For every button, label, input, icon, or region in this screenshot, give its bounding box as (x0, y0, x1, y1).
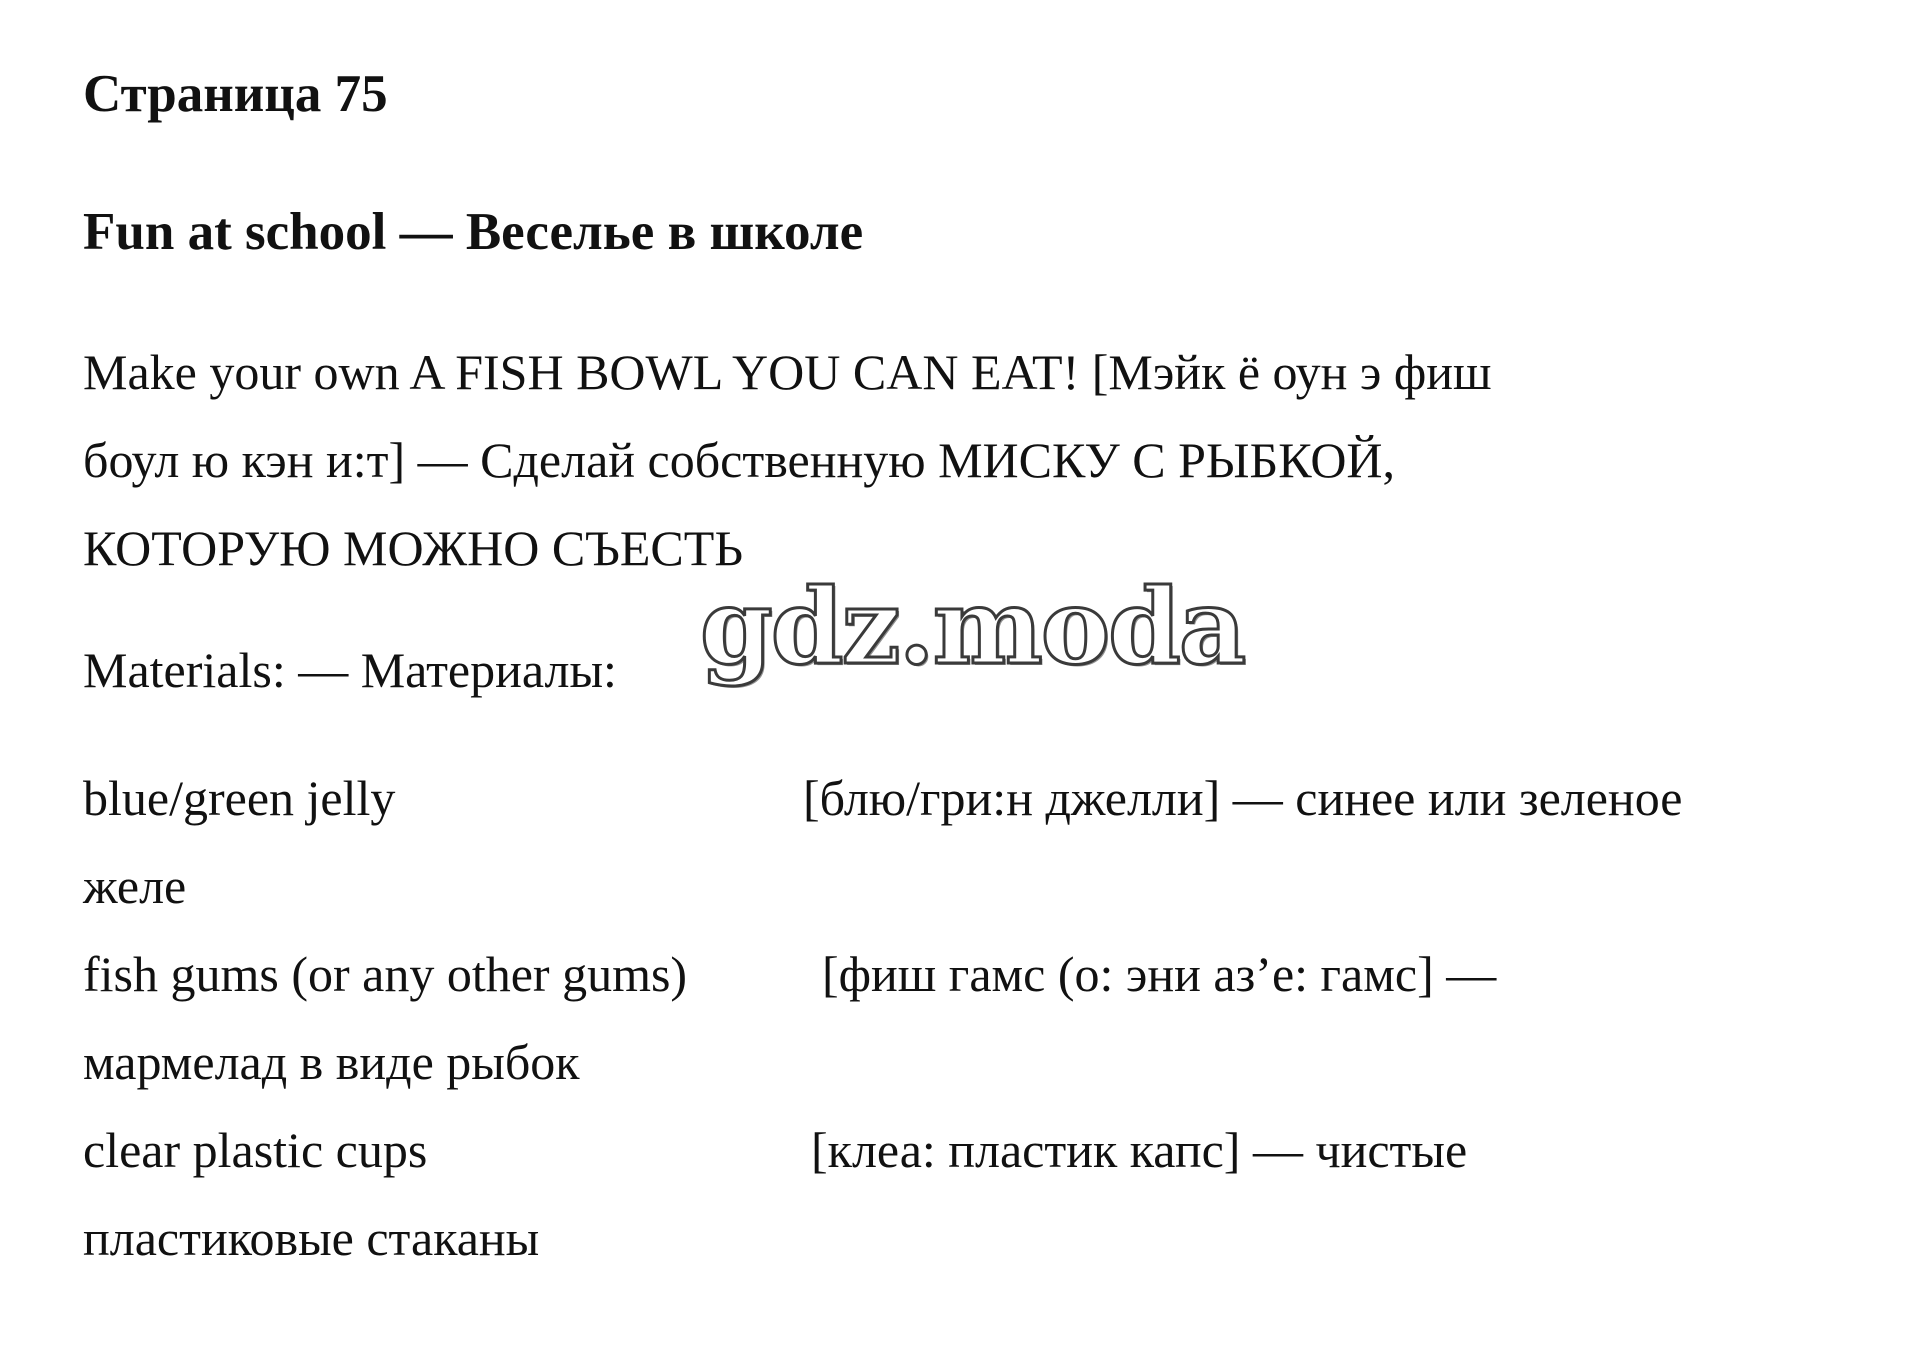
material-1-english: blue/green jelly (83, 770, 396, 826)
section-title: Fun at school — Веселье в школе (83, 203, 864, 261)
material-2-transcription: [фиш гамс (о: эни аз’е: гамс] — (822, 946, 1497, 1002)
materials-label: Materials: — Материалы: (83, 642, 617, 698)
material-3-continuation: пластиковые стаканы (83, 1210, 540, 1266)
material-1-continuation: желе (83, 858, 187, 914)
intro-line-3: КОТОРУЮ МОЖНО СЪЕСТЬ (83, 520, 744, 576)
material-3-transcription: [клеа: пластик капс] — чистые (811, 1122, 1468, 1178)
watermark-logo: gdz.moda (700, 565, 1245, 688)
intro-line-1: Make your own A FISH BOWL YOU CAN EAT! [Мэйк ё оун э фиш (83, 344, 1492, 400)
material-2-continuation: мармелад в виде рыбок (83, 1034, 580, 1090)
intro-paragraph (83, 328, 1492, 592)
intro-line-2: боул ю кэн и:т] — Сделай собственную МИСКУ С РЫБКОЙ, (83, 432, 1396, 488)
material-3-english: clear plastic cups (83, 1122, 428, 1178)
material-1-transcription: [блю/гри:н джелли] — синее или зеленое (803, 770, 1683, 826)
page-title: Страница 75 (83, 65, 388, 123)
material-2-english: fish gums (or any other gums) (83, 946, 688, 1002)
